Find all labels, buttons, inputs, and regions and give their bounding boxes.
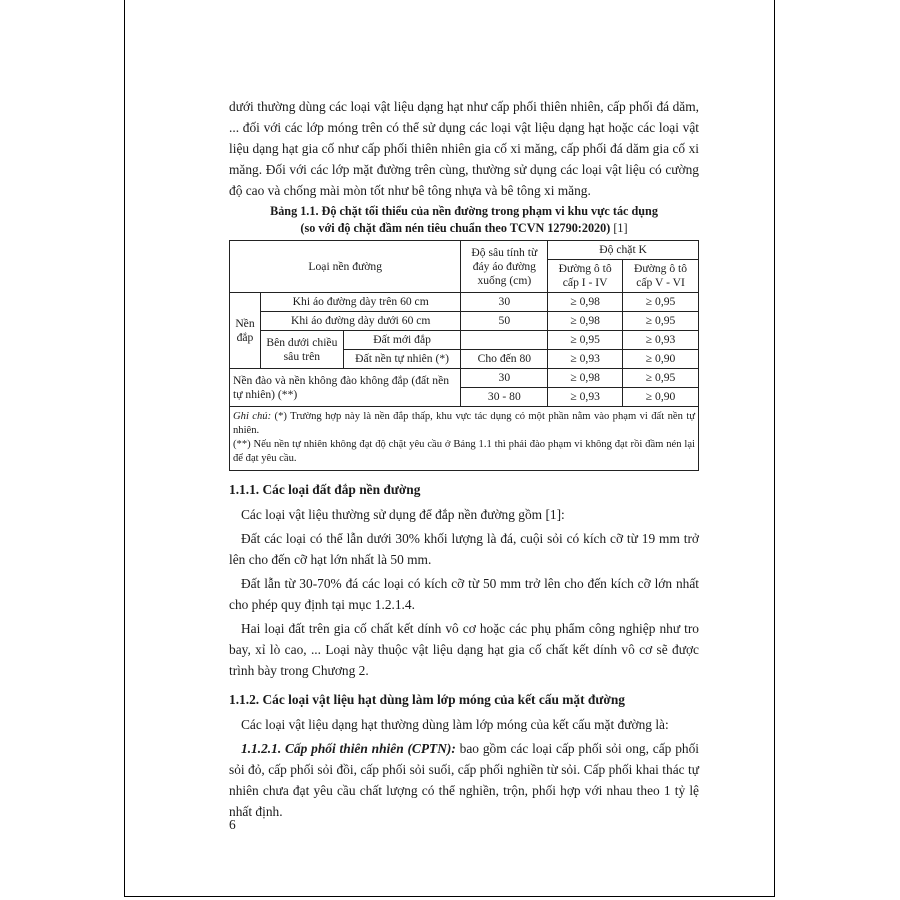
page-number: 6	[229, 817, 236, 832]
header-cap-5-6: Đường ô tô cấp V - VI	[623, 260, 699, 293]
table-row: Đất nền tự nhiên (*) Cho đến 80 ≥ 0,93 ≥ 0,90	[230, 350, 699, 369]
ben-duoi-cell: Bên dưới chiều sâu trên	[260, 331, 343, 369]
compaction-table	[229, 240, 699, 471]
intro-paragraph: dưới thường dùng các loại vật liệu dạng hạt như cấp phối thiên nhiên, cấp phối đá dăm, ... đối với các lớp móng trên có thể sử dụng các loại vật liệu dạng hạt hoặc các loại vật liệu dạng hạt gia cố như cấp phối thiên nhiên gia cố xi măng, cấp phối đá dăm gia cố xi măng. Đối với các lớp mặt đường trên cùng, thường sử dụng các loại vật liệu có cường độ cao và chống mài mòn tốt như bê tông nhựa và bê tông xi măng.	[229, 99, 699, 198]
table-note-row	[230, 407, 699, 471]
paragraph: Các loại vật liệu thường sử dụng để đắp nền đường gồm [1]:	[241, 507, 565, 522]
paragraph: 1.1.2.1. Cấp phối thiên nhiên (CPTN): bao gồm các loại cấp phối sỏi ong, cấp phối sỏi đỏ, cấp phối sỏi đồi, cấp phối sỏi suối, cấp phối nghiền từ sỏi. Cấp phối khai thác tự nhiên chưa đạt yêu cầu chất lượng có thể nghiền, trộn, phối hợp với nhau theo 1 tỷ lệ nhất định.	[229, 741, 699, 819]
table-row: Khi áo đường dày dưới 60 cm 50 ≥ 0,98 ≥ 0,95	[230, 312, 699, 331]
page-content	[229, 96, 699, 822]
paragraph: Hai loại đất trên gia cố chất kết dính vô cơ hoặc các phụ phẩm công nghiệp như tro bay, xỉ lò cao, ... Loại này thuộc vật liệu dạng hạt gia cố chất kết dính vô cơ sẽ được trình bày trong Chương 2.	[229, 621, 699, 678]
table-note	[230, 407, 699, 471]
header-do-chat: Độ chặt K	[548, 241, 699, 260]
header-cap-1-4: Đường ô tô cấp I - IV	[548, 260, 623, 293]
table-caption	[229, 203, 699, 237]
paragraph: Đất các loại có thể lẫn dưới 30% khối lượng là đá, cuội sỏi có kích cỡ từ 19 mm trở lên cho đến cỡ hạt lớn nhất là 50 mm.	[229, 531, 699, 567]
note-2: (**) Nếu nền tự nhiên không đạt độ chặt yêu cầu ở Bảng 1.1 thì phải đào phạm vi không đạt rồi đầm nén lại để đạt yêu cầu.	[233, 439, 695, 464]
table-row: Bên dưới chiều sâu trên Đất mới đắp ≥ 0,95 ≥ 0,93	[230, 331, 699, 350]
nen-dao-cell: Nền đào và nền không đào không đắp (đất nền tự nhiên) (**)	[230, 369, 461, 407]
table-row: 30 - 80 ≥ 0,93 ≥ 0,90	[230, 388, 699, 407]
nen-dap-cell: Nền đắp	[230, 293, 261, 369]
table-caption-ref: [1]	[613, 221, 628, 235]
section-heading-1-1-2: 1.1.2. Các loại vật liệu hạt dùng làm lớp móng của kết cấu mặt đường	[229, 692, 625, 707]
table-caption-line1: Bảng 1.1. Độ chặt tối thiểu của nền đường trong phạm vi khu vực tác dụng	[270, 204, 658, 218]
table-row: Nền đắp Khi áo đường dày trên 60 cm 30 ≥ 0,98 ≥ 0,95	[230, 293, 699, 312]
section-heading-1-1-1: 1.1.1. Các loại đất đắp nền đường	[229, 482, 421, 497]
header-loai-nen: Loại nền đường	[230, 241, 461, 293]
table-row: Nền đào và nền không đào không đắp (đất nền tự nhiên) (**) 30 ≥ 0,98 ≥ 0,95	[230, 369, 699, 388]
header-do-sau: Độ sâu tính từ đáy áo đường xuống (cm)	[461, 241, 548, 293]
table-caption-line2: (so với độ chặt đầm nén tiêu chuẩn theo TCVN 12790:2020) [1]	[300, 221, 628, 235]
subsection-lead: 1.1.2.1. Cấp phối thiên nhiên (CPTN):	[241, 741, 456, 756]
note-1: (*) Trường hợp này là nền đắp thấp, khu vực tác dụng có một phần nằm vào phạm vi đất nền tự nhiên.	[233, 411, 696, 436]
note-label: Ghi chú:	[233, 411, 272, 422]
table-header-row-1	[230, 241, 699, 260]
document-page	[124, 0, 775, 897]
paragraph: Đất lẫn từ 30-70% đá các loại có kích cỡ từ 50 mm trở lên cho đến kích cỡ lớn nhất cho phép quy định tại mục 1.2.1.4.	[229, 576, 699, 612]
paragraph: Các loại vật liệu dạng hạt thường dùng làm lớp móng của kết cấu mặt đường là:	[241, 717, 669, 732]
